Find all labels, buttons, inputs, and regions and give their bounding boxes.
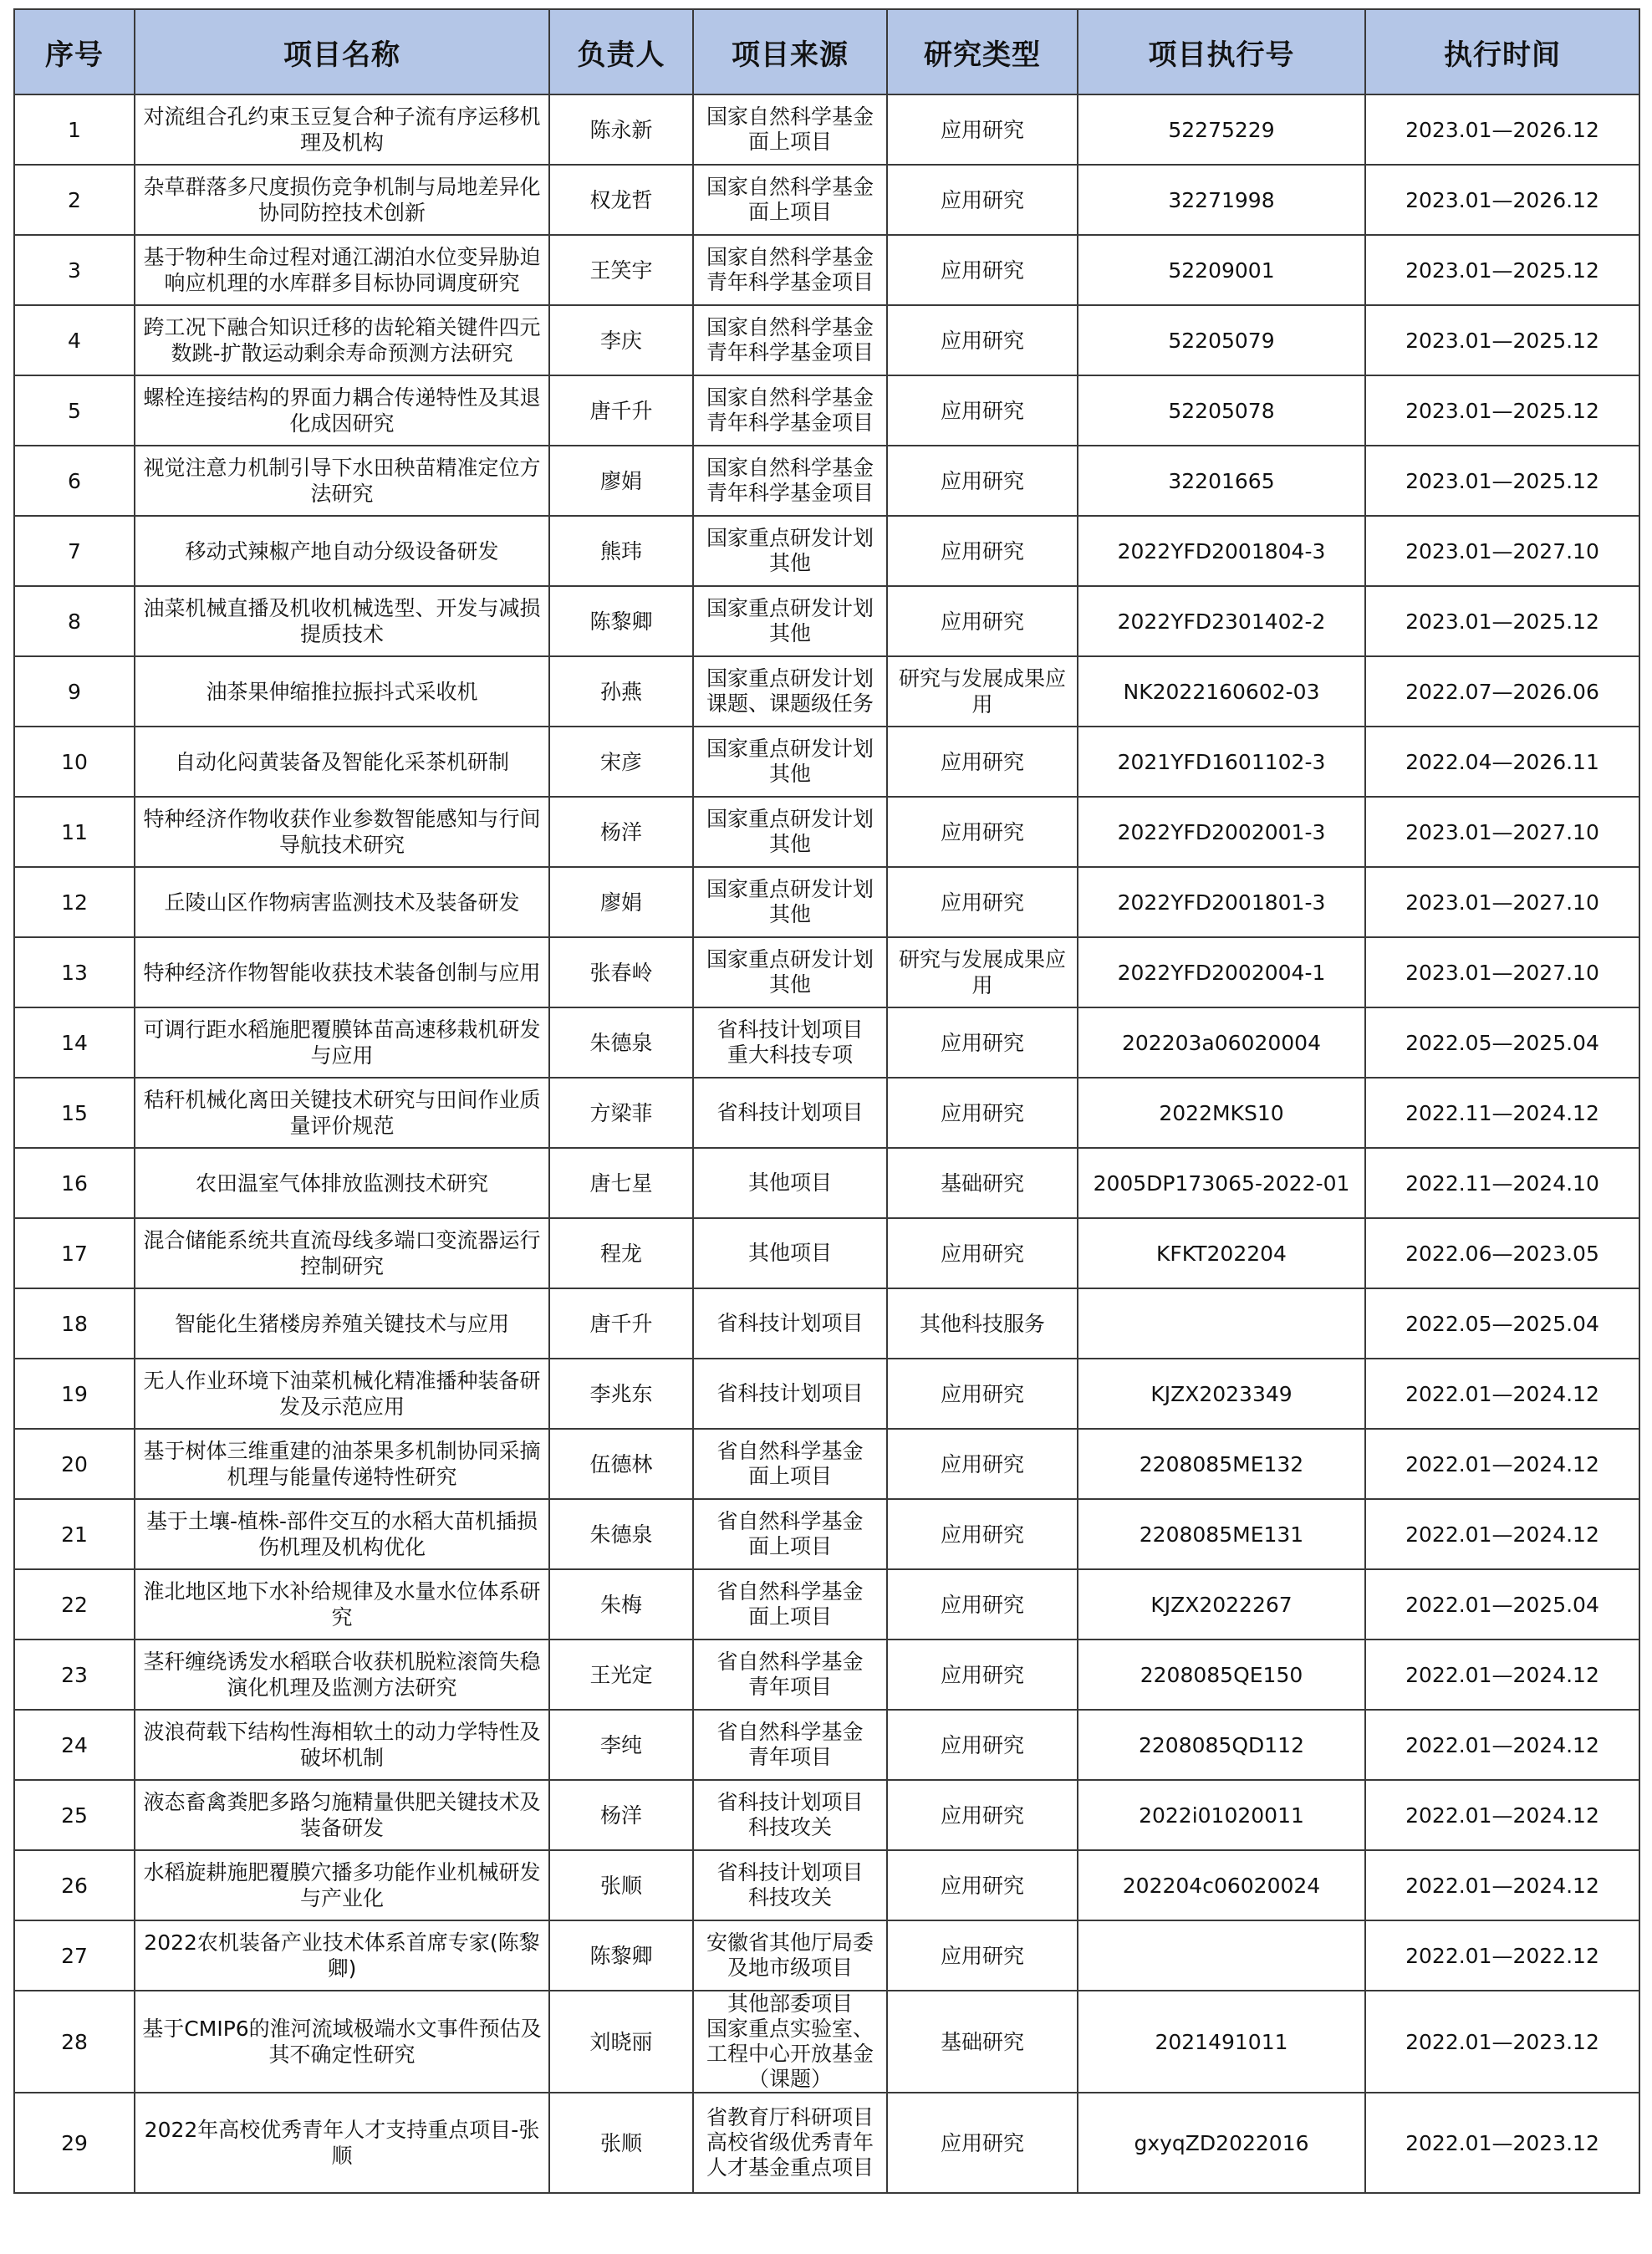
cell-type: 应用研究 — [887, 516, 1078, 586]
cell-no: 16 — [14, 1148, 135, 1218]
cell-no: 24 — [14, 1710, 135, 1780]
table-row — [14, 797, 1639, 867]
table-row — [14, 656, 1639, 727]
cell-type: 应用研究 — [887, 305, 1078, 375]
cell-project-name: 淮北地区地下水补给规律及水量水位体系研究 — [135, 1569, 549, 1640]
cell-no: 8 — [14, 586, 135, 656]
cell-no: 27 — [14, 1920, 135, 1991]
table-row — [14, 1078, 1639, 1148]
cell-period: 2022.05—2025.04 — [1365, 1288, 1639, 1359]
cell-no: 23 — [14, 1640, 135, 1710]
cell-type: 基础研究 — [887, 1991, 1078, 2093]
cell-code: 2208085ME131 — [1078, 1499, 1365, 1569]
cell-project-name: 2022农机装备产业技术体系首席专家(陈黎卿) — [135, 1920, 549, 1991]
cell-source: 国家自然科学基金 面上项目 — [693, 165, 887, 235]
header-code: 项目执行号 — [1078, 9, 1365, 94]
cell-lead: 杨洋 — [549, 1780, 693, 1850]
cell-type: 应用研究 — [887, 165, 1078, 235]
cell-period: 2023.01—2027.10 — [1365, 867, 1639, 937]
cell-source: 其他部委项目 国家重点实验室、工程中心开放基金（课题） — [693, 1991, 887, 2093]
cell-period: 2023.01—2026.12 — [1365, 94, 1639, 165]
table-row — [14, 165, 1639, 235]
cell-code: gxyqZD2022016 — [1078, 2093, 1365, 2193]
cell-project-name: 智能化生猪楼房养殖关键技术与应用 — [135, 1288, 549, 1359]
cell-no: 14 — [14, 1007, 135, 1078]
cell-code: 2022YFD2001804-3 — [1078, 516, 1365, 586]
cell-lead: 唐千升 — [549, 375, 693, 446]
cell-source: 国家重点研发计划 其他 — [693, 867, 887, 937]
cell-type: 应用研究 — [887, 235, 1078, 305]
cell-period: 2023.01—2025.12 — [1365, 586, 1639, 656]
header-row — [14, 9, 1639, 94]
cell-no: 4 — [14, 305, 135, 375]
cell-project-name: 杂草群落多尺度损伤竞争机制与局地差异化协同防控技术创新 — [135, 165, 549, 235]
cell-project-name: 视觉注意力机制引导下水田秧苗精准定位方法研究 — [135, 446, 549, 516]
cell-source: 国家自然科学基金 青年科学基金项目 — [693, 235, 887, 305]
cell-source: 省自然科学基金 面上项目 — [693, 1569, 887, 1640]
cell-period: 2022.01—2024.12 — [1365, 1780, 1639, 1850]
cell-source: 省自然科学基金 面上项目 — [693, 1499, 887, 1569]
cell-lead: 唐千升 — [549, 1288, 693, 1359]
cell-code: 32201665 — [1078, 446, 1365, 516]
cell-code: 52209001 — [1078, 235, 1365, 305]
cell-no: 20 — [14, 1429, 135, 1499]
cell-project-name: 特种经济作物收获作业参数智能感知与行间导航技术研究 — [135, 797, 549, 867]
cell-lead: 孙燕 — [549, 656, 693, 727]
cell-type: 应用研究 — [887, 1640, 1078, 1710]
cell-source: 其他项目 — [693, 1148, 887, 1218]
cell-type: 应用研究 — [887, 1359, 1078, 1429]
cell-no: 18 — [14, 1288, 135, 1359]
cell-source: 省教育厅科研项目 高校省级优秀青年人才基金重点项目 — [693, 2093, 887, 2193]
cell-source: 省科技计划项目 — [693, 1359, 887, 1429]
cell-lead: 王笑宇 — [549, 235, 693, 305]
cell-lead: 权龙哲 — [549, 165, 693, 235]
cell-type: 应用研究 — [887, 2093, 1078, 2193]
cell-code: 2208085ME132 — [1078, 1429, 1365, 1499]
cell-lead: 廖娟 — [549, 867, 693, 937]
table-row — [14, 1710, 1639, 1780]
cell-project-name: 波浪荷载下结构性海相软土的动力学特性及破坏机制 — [135, 1710, 549, 1780]
cell-type: 应用研究 — [887, 375, 1078, 446]
cell-no: 1 — [14, 94, 135, 165]
table-row — [14, 375, 1639, 446]
cell-type: 应用研究 — [887, 1078, 1078, 1148]
cell-source: 省自然科学基金 青年项目 — [693, 1710, 887, 1780]
cell-type: 应用研究 — [887, 586, 1078, 656]
cell-project-name: 对流组合孔约束玉豆复合种子流有序运移机理及机构 — [135, 94, 549, 165]
cell-no: 13 — [14, 937, 135, 1007]
cell-project-name: 秸秆机械化离田关键技术研究与田间作业质量评价规范 — [135, 1078, 549, 1148]
table-row — [14, 94, 1639, 165]
header-period: 执行时间 — [1365, 9, 1639, 94]
cell-project-name: 螺栓连接结构的界面力耦合传递特性及其退化成因研究 — [135, 375, 549, 446]
cell-type: 应用研究 — [887, 727, 1078, 797]
cell-period: 2023.01—2027.10 — [1365, 937, 1639, 1007]
cell-project-name: 油菜机械直播及机收机械选型、开发与减损提质技术 — [135, 586, 549, 656]
table-row — [14, 1148, 1639, 1218]
cell-type: 应用研究 — [887, 1218, 1078, 1288]
cell-lead: 陈黎卿 — [549, 586, 693, 656]
cell-lead: 方梁菲 — [549, 1078, 693, 1148]
cell-source: 省自然科学基金 青年项目 — [693, 1640, 887, 1710]
cell-type: 应用研究 — [887, 1710, 1078, 1780]
cell-code: 2208085QE150 — [1078, 1640, 1365, 1710]
cell-source: 省自然科学基金 面上项目 — [693, 1429, 887, 1499]
cell-lead: 王光定 — [549, 1640, 693, 1710]
cell-type: 应用研究 — [887, 94, 1078, 165]
cell-source: 安徽省其他厅局委及地市级项目 — [693, 1920, 887, 1991]
table-row — [14, 1359, 1639, 1429]
cell-type: 应用研究 — [887, 1780, 1078, 1850]
cell-code: 202203a06020004 — [1078, 1007, 1365, 1078]
cell-type: 其他科技服务 — [887, 1288, 1078, 1359]
table-row — [14, 1640, 1639, 1710]
table-row — [14, 586, 1639, 656]
cell-period: 2022.11—2024.12 — [1365, 1078, 1639, 1148]
cell-code — [1078, 1920, 1365, 1991]
cell-period: 2023.01—2026.12 — [1365, 165, 1639, 235]
header-name: 项目名称 — [135, 9, 549, 94]
cell-code: 2022YFD2301402-2 — [1078, 586, 1365, 656]
cell-lead: 陈永新 — [549, 94, 693, 165]
cell-code: 2208085QD112 — [1078, 1710, 1365, 1780]
cell-no: 3 — [14, 235, 135, 305]
cell-period: 2022.01—2024.12 — [1365, 1499, 1639, 1569]
cell-period: 2023.01—2025.12 — [1365, 235, 1639, 305]
cell-period: 2022.01—2024.12 — [1365, 1710, 1639, 1780]
cell-project-name: 水稻旋耕施肥覆膜穴播多功能作业机械研发与产业化 — [135, 1850, 549, 1920]
cell-lead: 宋彦 — [549, 727, 693, 797]
cell-no: 15 — [14, 1078, 135, 1148]
header-no: 序号 — [14, 9, 135, 94]
cell-period: 2022.01—2023.12 — [1365, 1991, 1639, 2093]
cell-type: 应用研究 — [887, 1499, 1078, 1569]
table-row — [14, 305, 1639, 375]
cell-code: 2005DP173065-2022-01 — [1078, 1148, 1365, 1218]
cell-period: 2023.01—2025.12 — [1365, 305, 1639, 375]
cell-project-name: 特种经济作物智能收获技术装备创制与应用 — [135, 937, 549, 1007]
cell-project-name: 基于树体三维重建的油茶果多机制协同采摘机理与能量传递特性研究 — [135, 1429, 549, 1499]
cell-lead: 陈黎卿 — [549, 1920, 693, 1991]
cell-period: 2023.01—2027.10 — [1365, 797, 1639, 867]
cell-lead: 廖娟 — [549, 446, 693, 516]
cell-lead: 朱德泉 — [549, 1007, 693, 1078]
cell-project-name: 自动化闷黄装备及智能化采茶机研制 — [135, 727, 549, 797]
cell-no: 7 — [14, 516, 135, 586]
table-row — [14, 867, 1639, 937]
cell-lead: 杨洋 — [549, 797, 693, 867]
cell-no: 9 — [14, 656, 135, 727]
cell-no: 25 — [14, 1780, 135, 1850]
cell-code: KFKT202204 — [1078, 1218, 1365, 1288]
cell-type: 应用研究 — [887, 1850, 1078, 1920]
cell-code: 2021491011 — [1078, 1991, 1365, 2093]
header-type: 研究类型 — [887, 9, 1078, 94]
cell-code: 2021YFD1601102-3 — [1078, 727, 1365, 797]
cell-project-name: 丘陵山区作物病害监测技术及装备研发 — [135, 867, 549, 937]
cell-lead: 朱梅 — [549, 1569, 693, 1640]
cell-no: 19 — [14, 1359, 135, 1429]
cell-source: 省科技计划项目 — [693, 1288, 887, 1359]
cell-period: 2023.01—2025.12 — [1365, 375, 1639, 446]
cell-type: 应用研究 — [887, 446, 1078, 516]
cell-type: 研究与发展成果应用 — [887, 937, 1078, 1007]
table-row — [14, 235, 1639, 305]
cell-period: 2023.01—2025.12 — [1365, 446, 1639, 516]
cell-code: 2022YFD2001801-3 — [1078, 867, 1365, 937]
cell-code: 52205078 — [1078, 375, 1365, 446]
cell-lead: 刘晓丽 — [549, 1991, 693, 2093]
cell-type: 应用研究 — [887, 797, 1078, 867]
cell-lead: 伍德林 — [549, 1429, 693, 1499]
table-row — [14, 1569, 1639, 1640]
cell-source: 国家重点研发计划 其他 — [693, 586, 887, 656]
cell-code: 2022MKS10 — [1078, 1078, 1365, 1148]
cell-lead: 李纯 — [549, 1710, 693, 1780]
cell-project-name: 油茶果伸缩推拉振抖式采收机 — [135, 656, 549, 727]
cell-code: NK2022160602-03 — [1078, 656, 1365, 727]
cell-lead: 唐七星 — [549, 1148, 693, 1218]
cell-project-name: 混合储能系统共直流母线多端口变流器运行控制研究 — [135, 1218, 549, 1288]
cell-code: 2022YFD2002004-1 — [1078, 937, 1365, 1007]
cell-source: 国家自然科学基金 青年科学基金项目 — [693, 446, 887, 516]
cell-source: 国家自然科学基金 青年科学基金项目 — [693, 305, 887, 375]
cell-code: 2022YFD2002001-3 — [1078, 797, 1365, 867]
cell-code: 2022i01020011 — [1078, 1780, 1365, 1850]
cell-project-name: 基于CMIP6的淮河流域极端水文事件预估及其不确定性研究 — [135, 1991, 549, 2093]
cell-project-name: 2022年高校优秀青年人才支持重点项目-张顺 — [135, 2093, 549, 2193]
cell-period: 2022.01—2022.12 — [1365, 1920, 1639, 1991]
cell-period: 2022.01—2024.12 — [1365, 1850, 1639, 1920]
cell-period: 2022.01—2025.04 — [1365, 1569, 1639, 1640]
cell-period: 2022.04—2026.11 — [1365, 727, 1639, 797]
cell-project-name: 农田温室气体排放监测技术研究 — [135, 1148, 549, 1218]
cell-type: 应用研究 — [887, 1920, 1078, 1991]
table-row — [14, 727, 1639, 797]
cell-lead: 张顺 — [549, 1850, 693, 1920]
cell-period: 2022.05—2025.04 — [1365, 1007, 1639, 1078]
table-row — [14, 1007, 1639, 1078]
cell-period: 2022.01—2024.12 — [1365, 1429, 1639, 1499]
cell-code: KJZX2022267 — [1078, 1569, 1365, 1640]
cell-no: 26 — [14, 1850, 135, 1920]
cell-project-name: 基于物种生命过程对通江湖泊水位变异胁迫响应机理的水库群多目标协同调度研究 — [135, 235, 549, 305]
cell-project-name: 移动式辣椒产地自动分级设备研发 — [135, 516, 549, 586]
cell-source: 国家重点研发计划 其他 — [693, 937, 887, 1007]
cell-period: 2023.01—2027.10 — [1365, 516, 1639, 586]
cell-project-name: 液态畜禽粪肥多路匀施精量供肥关键技术及装备研发 — [135, 1780, 549, 1850]
table-row — [14, 1218, 1639, 1288]
cell-lead: 张春岭 — [549, 937, 693, 1007]
cell-code: 32271998 — [1078, 165, 1365, 235]
cell-no: 2 — [14, 165, 135, 235]
cell-no: 22 — [14, 1569, 135, 1640]
cell-no: 17 — [14, 1218, 135, 1288]
cell-project-name: 茎秆缠绕诱发水稻联合收获机脱粒滚筒失稳演化机理及监测方法研究 — [135, 1640, 549, 1710]
header-source: 项目来源 — [693, 9, 887, 94]
cell-period: 2022.01—2024.12 — [1365, 1640, 1639, 1710]
cell-source: 国家重点研发计划 其他 — [693, 797, 887, 867]
cell-source: 国家自然科学基金 青年科学基金项目 — [693, 375, 887, 446]
cell-no: 12 — [14, 867, 135, 937]
table-row — [14, 516, 1639, 586]
cell-code: KJZX2023349 — [1078, 1359, 1365, 1429]
cell-code — [1078, 1288, 1365, 1359]
table-row — [14, 446, 1639, 516]
cell-source: 省科技计划项目 科技攻关 — [693, 1780, 887, 1850]
cell-project-name: 可调行距水稻施肥覆膜钵苗高速移栽机研发与应用 — [135, 1007, 549, 1078]
cell-code: 52275229 — [1078, 94, 1365, 165]
table-row — [14, 2093, 1639, 2193]
table-row — [14, 937, 1639, 1007]
cell-source: 国家自然科学基金 面上项目 — [693, 94, 887, 165]
table-body — [14, 94, 1639, 2193]
table-row — [14, 1429, 1639, 1499]
cell-no: 11 — [14, 797, 135, 867]
table-row — [14, 1850, 1639, 1920]
cell-period: 2022.01—2023.12 — [1365, 2093, 1639, 2193]
cell-lead: 李庆 — [549, 305, 693, 375]
cell-source: 其他项目 — [693, 1218, 887, 1288]
cell-source: 国家重点研发计划 其他 — [693, 727, 887, 797]
cell-source: 国家重点研发计划 课题、课题级任务 — [693, 656, 887, 727]
cell-lead: 张顺 — [549, 2093, 693, 2193]
cell-period: 2022.07—2026.06 — [1365, 656, 1639, 727]
cell-no: 6 — [14, 446, 135, 516]
header-lead: 负责人 — [549, 9, 693, 94]
cell-lead: 李兆东 — [549, 1359, 693, 1429]
cell-lead: 熊玮 — [549, 516, 693, 586]
cell-source: 省科技计划项目 重大科技专项 — [693, 1007, 887, 1078]
cell-project-name: 基于土壤-植株-部件交互的水稻大苗机插损伤机理及机构优化 — [135, 1499, 549, 1569]
cell-type: 应用研究 — [887, 867, 1078, 937]
cell-no: 21 — [14, 1499, 135, 1569]
project-table — [13, 8, 1640, 2194]
cell-lead: 程龙 — [549, 1218, 693, 1288]
table-row — [14, 1991, 1639, 2093]
cell-type: 研究与发展成果应用 — [887, 656, 1078, 727]
cell-source: 省科技计划项目 — [693, 1078, 887, 1148]
cell-no: 5 — [14, 375, 135, 446]
cell-project-name: 无人作业环境下油菜机械化精准播种装备研发及示范应用 — [135, 1359, 549, 1429]
cell-no: 28 — [14, 1991, 135, 2093]
cell-source: 省科技计划项目 科技攻关 — [693, 1850, 887, 1920]
cell-type: 应用研究 — [887, 1429, 1078, 1499]
cell-no: 29 — [14, 2093, 135, 2193]
table-row — [14, 1780, 1639, 1850]
cell-source: 国家重点研发计划 其他 — [693, 516, 887, 586]
cell-period: 2022.11—2024.10 — [1365, 1148, 1639, 1218]
cell-project-name: 跨工况下融合知识迁移的齿轮箱关键件四元数跳-扩散运动剩余寿命预测方法研究 — [135, 305, 549, 375]
cell-type: 应用研究 — [887, 1569, 1078, 1640]
table-row — [14, 1920, 1639, 1991]
cell-period: 2022.01—2024.12 — [1365, 1359, 1639, 1429]
cell-type: 基础研究 — [887, 1148, 1078, 1218]
cell-period: 2022.06—2023.05 — [1365, 1218, 1639, 1288]
cell-lead: 朱德泉 — [549, 1499, 693, 1569]
cell-code: 52205079 — [1078, 305, 1365, 375]
table-row — [14, 1499, 1639, 1569]
cell-no: 10 — [14, 727, 135, 797]
cell-code: 202204c06020024 — [1078, 1850, 1365, 1920]
table-row — [14, 1288, 1639, 1359]
cell-type: 应用研究 — [887, 1007, 1078, 1078]
